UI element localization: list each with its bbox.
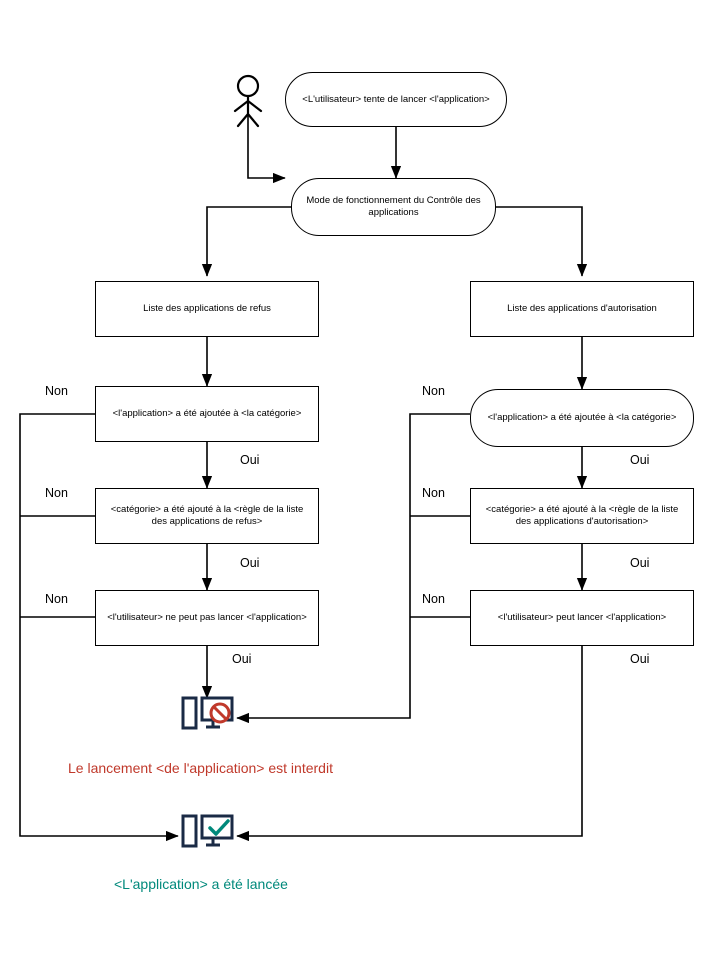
edge-label-right-yes-3: Oui: [630, 652, 650, 666]
node-allow-category-label: <l'application> a été ajoutée à <la catégorie>: [487, 412, 677, 424]
edge-label-right-no-3: Non: [422, 592, 445, 606]
edge-label-left-yes-1: Oui: [240, 453, 260, 467]
node-allow-list: [470, 281, 694, 337]
node-allow-rule: [470, 488, 694, 544]
node-allow-list-label: Liste des applications d'autorisation: [507, 303, 657, 315]
node-deny-rule-label: <catégorie> a été ajouté à la <règle de la liste des applications de refus>: [110, 504, 304, 527]
edge-label-left-yes-3: Oui: [232, 652, 252, 666]
node-deny-list: [95, 281, 319, 337]
node-allow-category: [470, 389, 694, 447]
edge-label-left-no-3: Non: [45, 592, 68, 606]
edge-label-right-no-2: Non: [422, 486, 445, 500]
caption-allowed: <L'application> a été lancée: [114, 876, 288, 892]
node-allow-result: [470, 590, 694, 646]
node-deny-result-label: <l'utilisateur> ne peut pas lancer <l'application>: [107, 612, 307, 624]
node-allow-rule-label: <catégorie> a été ajouté à la <règle de la liste des applications d'autorisation>: [485, 504, 679, 527]
node-start-label: <L'utilisateur> tente de lancer <l'application>: [302, 93, 490, 105]
edge-label-left-no-2: Non: [45, 486, 68, 500]
node-start: [285, 72, 507, 127]
user-stickman-icon: [222, 72, 274, 128]
caption-denied: Le lancement <de l'application> est interdit: [68, 760, 333, 776]
edge-label-left-yes-2: Oui: [240, 556, 260, 570]
node-deny-list-label: Liste des applications de refus: [143, 303, 271, 315]
monitor-allowed-icon: [180, 814, 236, 858]
node-deny-result: [95, 590, 319, 646]
node-deny-category: [95, 386, 319, 442]
edge-label-right-no-1: Non: [422, 384, 445, 398]
edge-label-left-no-1: Non: [45, 384, 68, 398]
edge-label-right-yes-2: Oui: [630, 556, 650, 570]
node-deny-rule: [95, 488, 319, 544]
node-deny-category-label: <l'application> a été ajoutée à <la catégorie>: [112, 408, 302, 420]
node-mode-label: Mode de fonctionnement du Contrôle des applications: [306, 195, 481, 218]
node-allow-result-label: <l'utilisateur> peut lancer <l'application>: [497, 612, 667, 624]
node-mode: [291, 178, 496, 236]
monitor-denied-icon: [180, 696, 236, 740]
edge-label-right-yes-1: Oui: [630, 453, 650, 467]
